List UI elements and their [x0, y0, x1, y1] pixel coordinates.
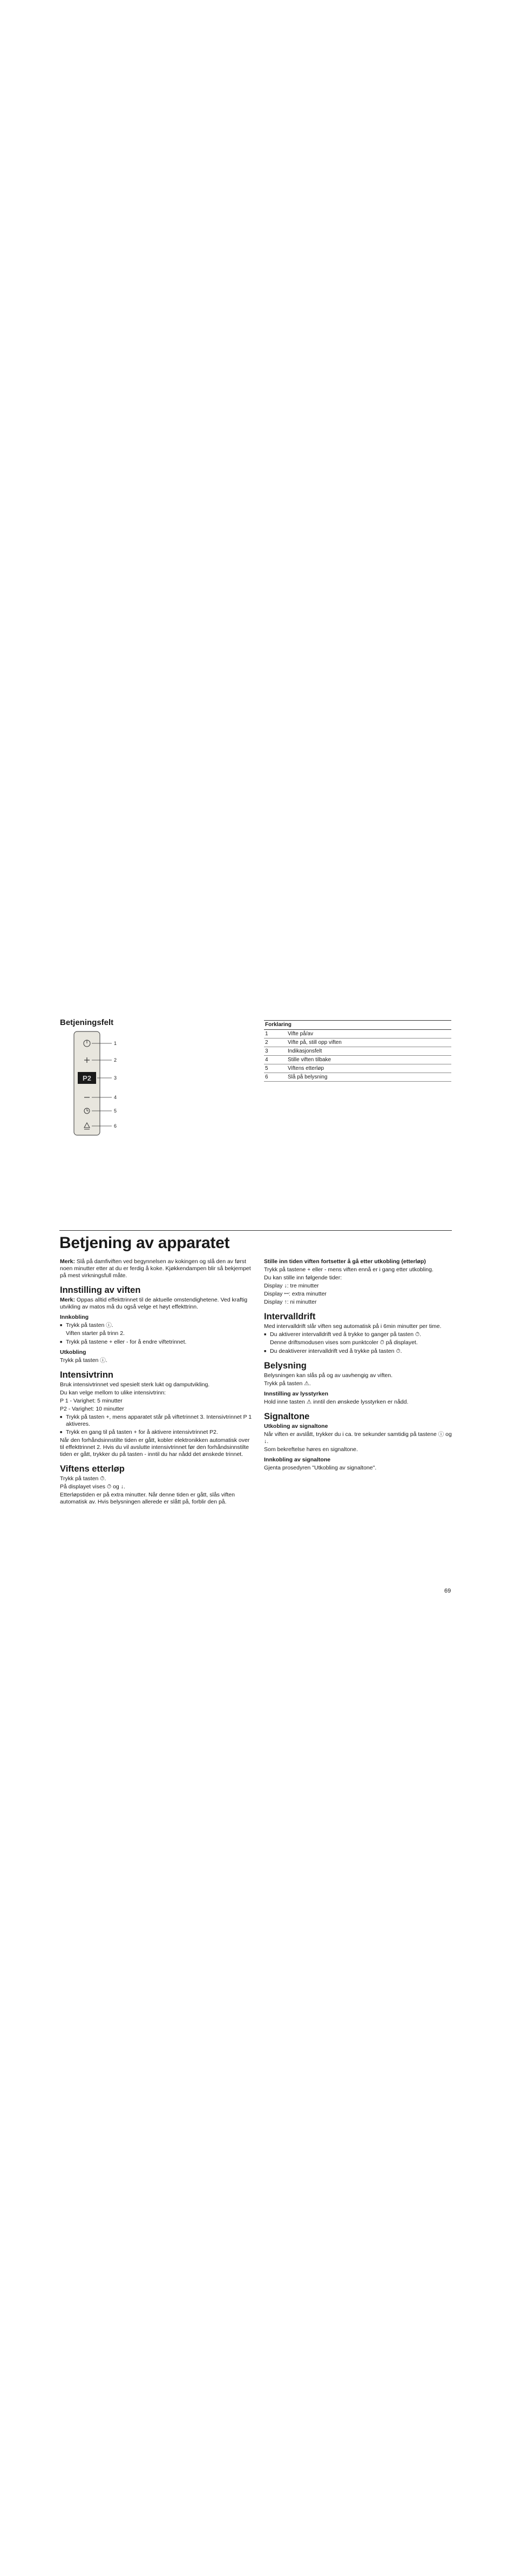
page-number: 69: [444, 1588, 451, 1594]
light-heading: Belysning: [264, 1361, 307, 1371]
callout-4: 4: [114, 1095, 117, 1100]
callout-3: 3: [114, 1075, 117, 1081]
legend-text: Vifte på, still opp viften: [287, 1039, 451, 1047]
legend-text: Slå på belysning: [287, 1073, 451, 1082]
section-title: Betjening av apparatet: [59, 1234, 230, 1252]
paragraph: Du kan velge mellom to ulike intensivtrinn:: [60, 1390, 166, 1396]
afterrun-heading: Viftens etterløp: [60, 1464, 125, 1474]
table-row: [264, 1064, 451, 1073]
signal-heading: Signaltone: [264, 1412, 310, 1421]
interval-heading: Intervalldrift: [264, 1312, 316, 1321]
legend-heading: Forklaring: [264, 1021, 451, 1030]
list-item: ■ Trykk en gang til på tasten + for å aktivere intensivtrinnet P2.: [60, 1429, 254, 1436]
legend-num: 5: [264, 1064, 287, 1073]
callout-6: 6: [114, 1123, 117, 1129]
left-column: [60, 1258, 254, 1507]
paragraph: Belysningen kan slås på og av uavhengig av viften.: [264, 1372, 393, 1379]
callout-1: 1: [114, 1041, 117, 1046]
fan-off-heading: Utkobling: [60, 1349, 86, 1356]
display-readout: P2: [83, 1074, 91, 1082]
callout-2: 2: [114, 1057, 117, 1063]
paragraph: Display ↓: tre minutter: [264, 1283, 319, 1289]
paragraph: Gjenta prosedyren "Utkobling av signaltone".: [264, 1465, 377, 1471]
paragraph: Når viften er avslått, trykker du i ca. tre sekunder samtidig på tastene ⓘ og ↓.: [264, 1431, 452, 1445]
paragraph: Bruk intensivtrinnet ved spesielt sterk lukt og damputvikling.: [60, 1381, 210, 1388]
list-item-note: Viften starter på trinn 2.: [66, 1330, 125, 1337]
section-divider: [59, 1230, 452, 1231]
paragraph: Med intervalldrift slår viften seg automatisk på i 6min minutter per time.: [264, 1323, 442, 1330]
intensive-heading: Intensivtrinn: [60, 1370, 114, 1380]
legend-num: 6: [264, 1073, 287, 1082]
legend-num: 1: [264, 1030, 287, 1039]
table-row: [264, 1047, 451, 1056]
paragraph: Display ꟷ: extra minutter: [264, 1291, 327, 1297]
right-column: [264, 1258, 452, 1473]
list-item: ■ Trykk på tastene + eller - for å endre viftetrinnet.: [60, 1339, 254, 1346]
paragraph: På displayet vises ⏱ og ↓.: [60, 1483, 125, 1490]
paragraph: P2 - Varighet: 10 minutter: [60, 1406, 124, 1412]
intro-note: Merk: Slå på damfiviften ved begynnelsen av kokingen og slå den av først noen minutter etter at du er ferdig å koke. Kjøkkendampen blir så bekjempet på mest virkningsfull måte.: [60, 1258, 251, 1279]
table-row: [264, 1030, 451, 1039]
paragraph: Som bekreftelse høres en signaltone.: [264, 1446, 358, 1453]
paragraph: Når den forhåndsinnstilte tiden er gått, kobler elektronikken automatisk over til effekttrinnet 2. Hvis du vil avslutte intensivtrinnet før den forhåndsinnstilte tiden er gått, trykker du på tasten - inntil du har nådd det ønskede trinnet.: [60, 1437, 250, 1458]
paragraph: Trykk på tastene + eller - mens viften ennå er i gang etter utkobling.: [264, 1266, 433, 1273]
legend-num: 4: [264, 1056, 287, 1064]
list-item: ■ Trykk på tasten ⓘ.: [60, 1322, 254, 1329]
legend-table: [264, 1020, 451, 1082]
fan-off-text: Trykk på tasten ⓘ.: [60, 1357, 107, 1364]
paragraph: Etterløpstiden er på extra minutter. Når denne tiden er gått, slås viften automatisk av. Hvis belysningen allerede er slått på, forblir den på.: [60, 1492, 235, 1505]
control-panel-title: Betjeningsfelt: [60, 1018, 114, 1027]
legend-num: 3: [264, 1047, 287, 1056]
fan-on-heading: Innkobling: [60, 1314, 89, 1320]
legend-num: 2: [264, 1039, 287, 1047]
list-item: ■ Du deaktiverer intervalldrift ved å trykke på tasten ⏱.: [264, 1348, 452, 1355]
legend-text: Stille viften tilbake: [287, 1056, 451, 1064]
legend-text: Vifte på/av: [287, 1030, 451, 1039]
table-row: [264, 1039, 451, 1047]
fan-note: Merk: Oppas alltid effekttrinnet til de aktuelle omstendighetene. Ved kraftig utvikling av matos må du også velge et høyt effekttrinn.: [60, 1297, 248, 1310]
list-item: ■ Trykk på tasten +, mens apparatet står på viftetrinnet 3. Intensivtrinnet P 1 aktiveres.: [60, 1414, 254, 1428]
table-row: [264, 1056, 451, 1064]
table-row: [264, 1073, 451, 1082]
legend-text: Viftens etterløp: [287, 1064, 451, 1073]
paragraph: Trykk på tasten ⏱.: [60, 1475, 106, 1482]
paragraph: Du kan stille inn følgende tider:: [264, 1274, 342, 1281]
paragraph: Display ↑: ni minutter: [264, 1299, 317, 1305]
paragraph: P 1 - Varighet: 5 minutter: [60, 1398, 123, 1404]
control-panel-illustration: [59, 1029, 124, 1142]
paragraph: Trykk på tasten ⚠.: [264, 1380, 311, 1387]
list-item: ■ Du aktiverer intervalldrift ved å trykke to ganger på tasten ⏱.: [264, 1331, 452, 1338]
signal-off-heading: Utkobling av signaltone: [264, 1423, 328, 1429]
callout-5: 5: [114, 1108, 117, 1114]
legend-text: Indikasjonsfelt: [287, 1047, 451, 1056]
afterrun-setting-heading: Stille inn tiden viften fortsetter å gå etter utkobling (etterløp): [264, 1258, 426, 1265]
signal-on-heading: Innkobling av signaltone: [264, 1456, 331, 1463]
paragraph: Hold inne tasten ⚠ inntil den ønskede lysstyrken er nådd.: [264, 1399, 409, 1405]
list-item-note: Denne driftsmodusen vises som punktcoler ⏱ på displayet.: [270, 1339, 418, 1346]
fan-heading: Innstilling av viften: [60, 1285, 141, 1295]
dim-heading: Innstilling av lysstyrken: [264, 1391, 329, 1397]
